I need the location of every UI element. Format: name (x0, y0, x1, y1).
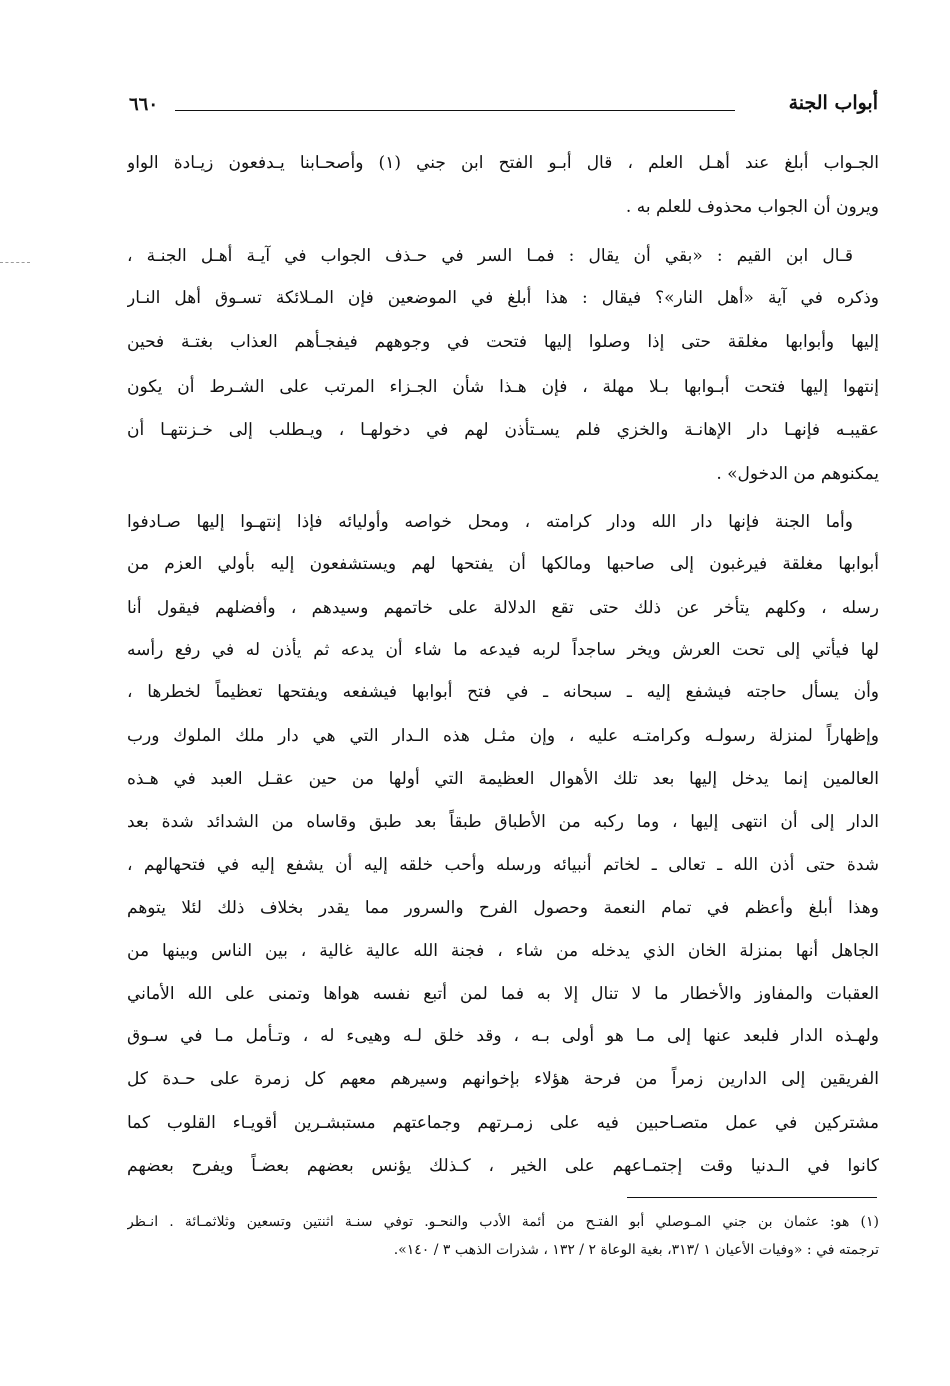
text-line: إليها وأبوابها مغلقة حتى إذا وصلوا إليها فتحت في وجوههم فيفجـأهم العذاب بغتـة فحين (127, 332, 879, 352)
text-line: عقيبـه فإنهـا دار الإهانـة والخزي فلم يسـتأذن لهم في دخولهـا ، ويـطلب إلى خـزنتهـا أن (127, 420, 879, 440)
text-line: الجاهل أنها بمنزلة الخان الذي يدخله من شاء ، فجنة الله عالية غالية ، بين الناس وبينها من (127, 941, 879, 961)
text-line: مشتركين في عمل متصـاحبين فيه على زمـرتهم وجماعتهم مستبشـرين أقويـاء القلوب كما (127, 1113, 879, 1133)
text-line: الفريقين إلى الدارين زمراً من فرحة هؤلاء بإخوانهم وسيرهم معهم كل زمرة على حـدة كل (127, 1069, 879, 1089)
book-title: أبواب الجنة (788, 92, 878, 114)
text-line: وأن يسأل حاجته فيشفع إليه ـ سبحانه ـ في فتح أبوابها فيشفعه ويفتحها تعظيماً لخطرها ، (127, 682, 879, 702)
text-line: الجـواب أبلغ عند أهـل العلم ، قال أبـو الفتح ابن جني (١) وأصحـابنا يـدفعون زيـادة الواو (127, 153, 879, 173)
text-line: ويرون أن الجواب محذوف للعلم به . (625, 197, 879, 217)
scan-margin-mark (0, 262, 30, 264)
text-line: ولهـذه الدار فلبعد عنها إلى مـا هو أولى بـه ، وقد خلق لـه وهيىء له ، وتـأمل مـا في سـوق (127, 1026, 879, 1046)
text-line: العالمين إنما يدخل إليها بعد تلك الأهوال العظيمة التي أولها من حين عقـل العبد في هـذه (127, 769, 879, 789)
text-line: شدة حتى أذن الله ـ تعالى ـ لخاتم أنبيائه ورسله وأحب خلقه إليه أن يشفع إليه في فتحهالهم ، (127, 855, 879, 875)
text-line: العقبات والمفاوز والأخطار ما لا تنال إلا به فما لمن أتبع نفسه هواها وتمنى على الله الأماني (127, 984, 879, 1004)
text-line: قـال ابن القيم : «بقي أن يقال : فمـا السر في حـذف الجواب في آيـة أهـل الجنـة ، (127, 246, 853, 266)
page-number: ٦٦٠ (129, 94, 159, 115)
text-line: كانوا في الـدنيا وقت إجتمـاعهم على الخير ، كـذلك يؤنس بعضهم بعضـاً ويفرح بعضهم (127, 1156, 879, 1176)
text-line: الدار إلى أن انتهى إليها ، وما ركبه من الأطباق طبقاً بعد طبق وقاساه من الشدائد شدة بعد (127, 812, 879, 832)
footnote-line: (١) هو: عثمان بن جني المـوصلي أبو الفتـح من أئمة الأدب والنحـو. توفي سنـة اثنتين وتسعين وثلاثمـائة . انـظر (127, 1214, 879, 1230)
text-line: يمكنوهم من الدخول» . (716, 464, 879, 484)
footnote-separator (627, 1197, 877, 1198)
text-line: أبوابها مغلقة فيرغبون إلى صاحبها ومالكها أن يفتحها لهم ويستشفعون إليه بأولي العزم من (127, 554, 879, 574)
text-line: وهذا أبلغ وأعظم في تمام النعمة وحصول الفرح والسرور مما يقدر بخلاف ذلك لئلا يتوهم (127, 898, 879, 918)
text-line: وإظهاراً لمنزلة رسولـه وكرامتـه عليه ، وإن مثـل هذه الـدار التي هي دار ملك الملوك ورب (127, 726, 879, 746)
text-line: رسله ، وكلهم يتأخر عن ذلك حتى تقع الدلالة على خاتمهم وسيدهم ، وأفضلهم فيقول أنا (127, 598, 879, 618)
text-line: وذكره في آية «أهل النار»؟ فيقال : هذا أبلغ في الموضعين فإن المـلائكة تسـوق أهل النـار (127, 288, 879, 308)
text-line: لها فيأتي إلى تحت العرش ويخر ساجداً لربه فيدعه ما شاء أن يدعه ثم يأذن له في رفع رأسه (127, 640, 879, 660)
text-line: إنتهوا إليها فتحت أبـوابها بـلا مهلة ، فإن هـذا شأن الجـزاء المرتب على الشـرط أن يكون (127, 377, 879, 397)
text-line: وأما الجنة فإنها دار الله ودار كرامته ، ومحل خواصه وأوليائه فإذا إنتهـوا إليها صـادفوا (127, 512, 853, 532)
footnote-line: ترجمته في : «وفيات الأعيان ١ /٣١٣، بغية الوعاة ٢ / ١٣٢ ، شذرات الذهب ٣ / ١٤٠». (393, 1242, 879, 1258)
header-rule (175, 110, 735, 111)
running-header (129, 92, 878, 122)
